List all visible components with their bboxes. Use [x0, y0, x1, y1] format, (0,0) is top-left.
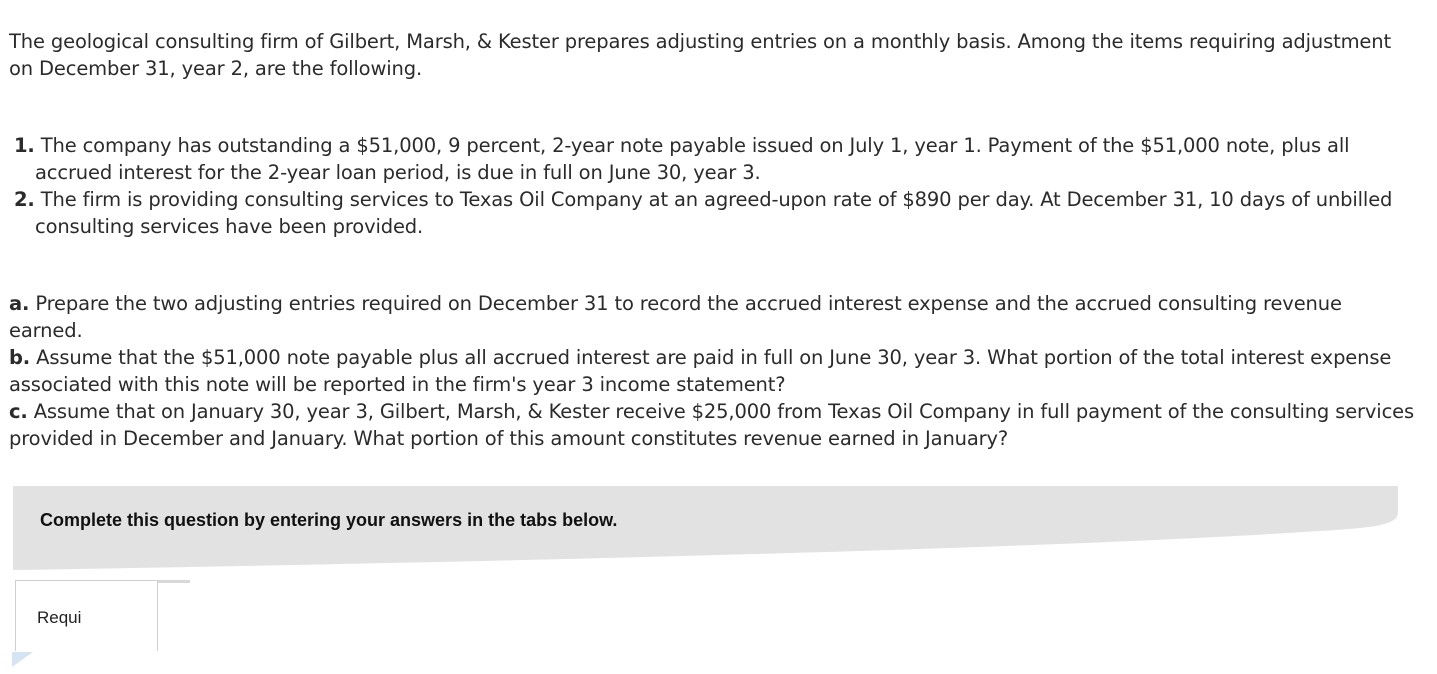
instructions-banner — [13, 486, 1398, 570]
banner-text: Complete this question by entering your answers in the tabs below. — [40, 510, 618, 530]
part-label: a. — [9, 292, 30, 315]
list-item — [14, 132, 1419, 186]
question-part-a — [9, 290, 1419, 344]
requirement-tabs — [15, 580, 215, 674]
part-text: Assume that the $51,000 note payable plus all accrued interest are paid in full on June 30, year 3. What portion of the total interest expense associated with this note will be reported in the firm's year 3 income statement? — [9, 346, 1392, 396]
question-body — [9, 28, 1419, 452]
item-text: The firm is providing consulting services to Texas Oil Company at an agreed-upon rate of $890 per day. At December 31, 10 days of unbilled consulting services have been provided. — [35, 188, 1393, 238]
tab-label: Requi — [37, 608, 82, 627]
tab-required[interactable] — [15, 580, 158, 651]
triangle-corner-icon — [12, 652, 34, 668]
question-part-b — [9, 344, 1419, 398]
tab-next[interactable] — [158, 580, 190, 653]
item-number: 1. — [14, 134, 35, 157]
question-part-c — [9, 398, 1419, 452]
question-parts — [9, 290, 1419, 452]
item-number: 2. — [14, 188, 35, 211]
part-text: Prepare the two adjusting entries required on December 31 to record the accrued interest expense and the accrued consulting revenue earned. — [9, 292, 1342, 342]
adjustment-items-list — [9, 132, 1419, 240]
part-label: c. — [9, 400, 28, 423]
part-label: b. — [9, 346, 31, 369]
list-item — [14, 186, 1419, 240]
question-intro: The geological consulting firm of Gilbert, Marsh, & Kester prepares adjusting entries on a monthly basis. Among the items requiring adjustment on December 31, year 2, are the following. — [9, 30, 1391, 80]
item-text: The company has outstanding a $51,000, 9 percent, 2-year note payable issued on July 1, year 1. Payment of the $51,000 note, plus all accrued interest for the 2-year loan period, is due in full on June 30, year 3. — [35, 134, 1350, 184]
part-text: Assume that on January 30, year 3, Gilbert, Marsh, & Kester receive $25,000 from Texas Oil Company in full payment of the consulting services provided in December and January. What portion of this amount constitutes revenue earned in January? — [9, 400, 1415, 450]
